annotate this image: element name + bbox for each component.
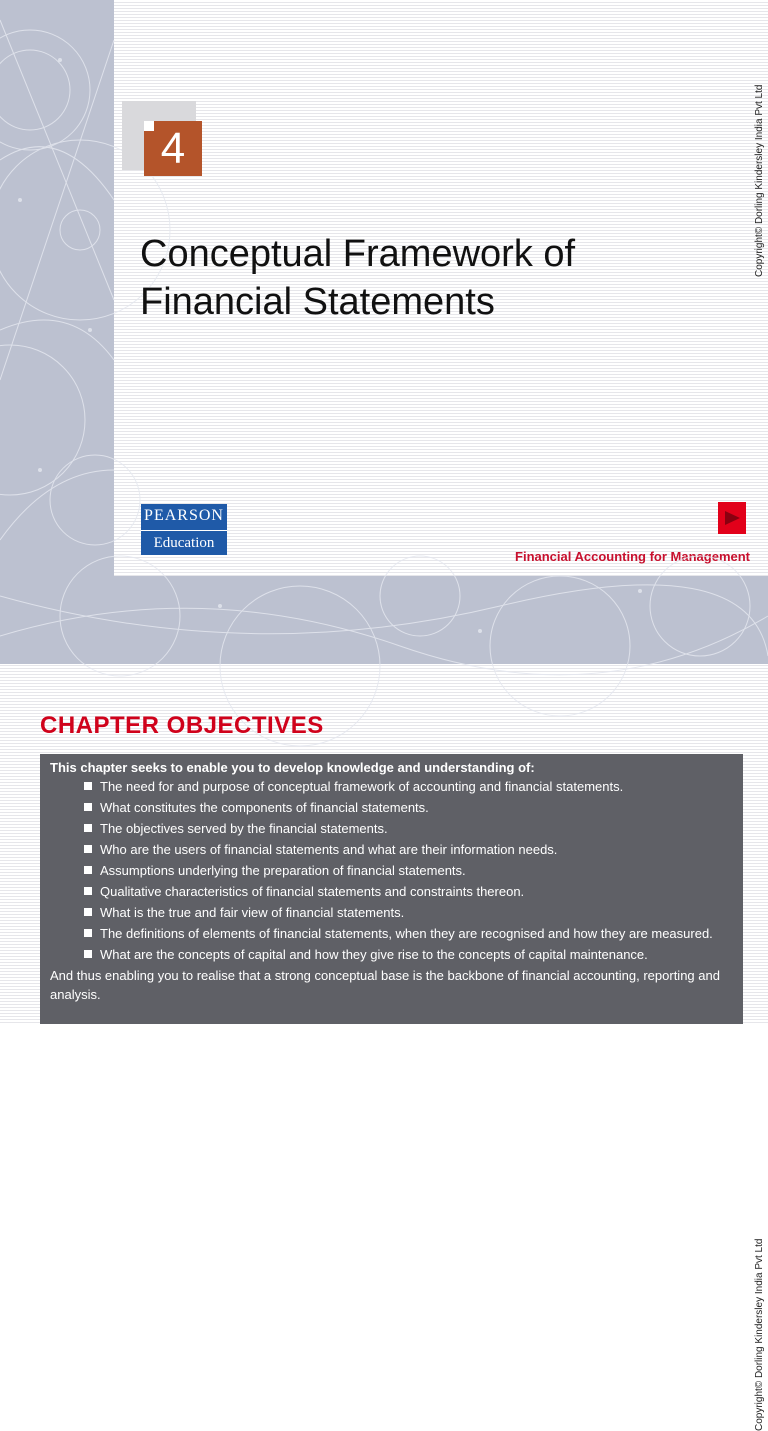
objectives-box [40,754,743,1024]
logo-line-1: PEARSON [141,504,227,531]
book-title-footer: Financial Accounting for Management [515,549,750,564]
copyright-notice: Copyright© Dorling Kindersley India Pvt Ltd [754,1238,765,1431]
play-triangle-icon [718,502,746,534]
decorative-orbit-pattern [0,576,768,664]
objective-item: Who are the users of financial statements and what are their information needs. [50,840,733,859]
objective-item: The definitions of elements of financial statements, when they are recognised and how they are measured. [50,924,733,943]
objectives-outro: And thus enabling you to realise that a strong conceptual base is the backbone of financial accounting, reporting and analysis. [50,968,720,1002]
objective-item: What are the concepts of capital and how they give rise to the concepts of capital maintenance. [50,945,733,964]
objective-item: Qualitative characteristics of financial statements and constraints thereon. [50,882,733,901]
title-slide [0,0,768,576]
objective-item: The objectives served by the financial statements. [50,819,733,838]
objectives-intro: This chapter seeks to enable you to develop knowledge and understanding of: [50,760,535,775]
pearson-education-logo [141,504,227,555]
objective-item: The need for and purpose of conceptual framework of accounting and financial statements. [50,777,733,796]
copyright-notice: Copyright© Dorling Kindersley India Pvt Ltd [754,84,765,277]
slide-title: Conceptual Framework of Financial Statements [140,233,576,323]
objective-item: What constitutes the components of financial statements. [50,798,733,817]
objectives-list [50,777,733,964]
logo-line-2: Education [153,535,215,551]
chapter-number: 4 [144,121,202,176]
decorative-side-panel [0,0,114,576]
objective-item: Assumptions underlying the preparation of financial statements. [50,861,733,880]
chapter-badge-corner [144,121,154,131]
next-slide-button[interactable] [718,502,746,534]
decorative-orbit-pattern [0,0,114,576]
objectives-slide [0,576,768,1431]
objectives-heading: CHAPTER OBJECTIVES [40,712,324,739]
decorative-top-band [0,576,768,664]
objective-item: What is the true and fair view of financial statements. [50,903,733,922]
